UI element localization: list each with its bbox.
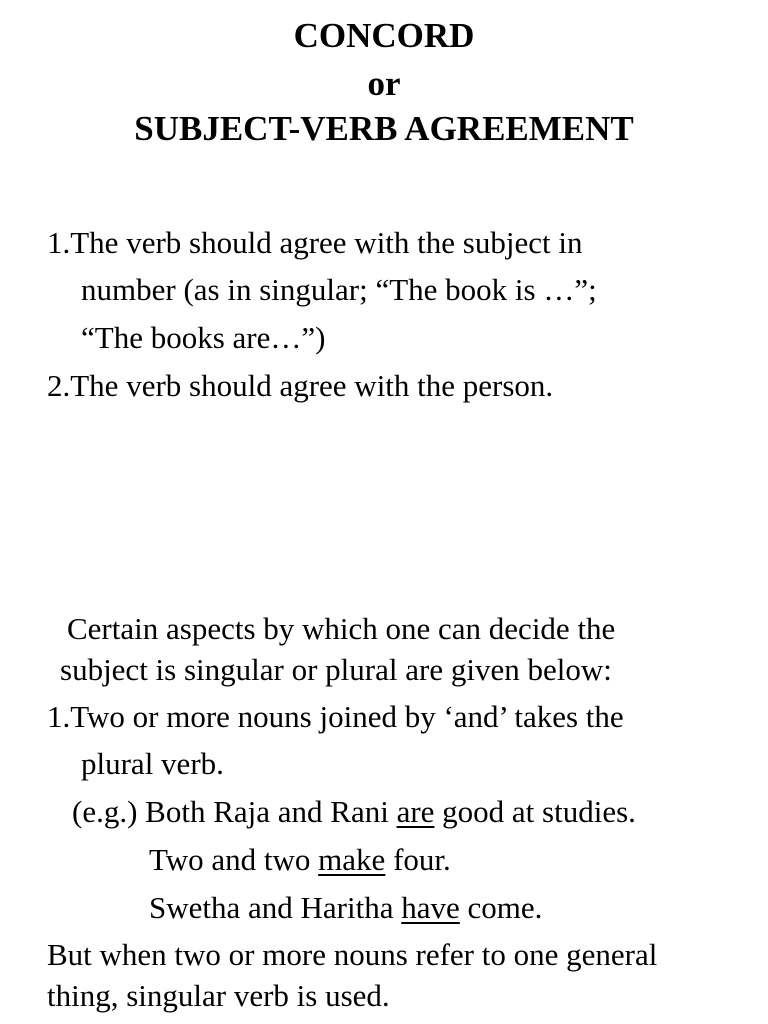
example-3-verb: have — [401, 890, 460, 925]
aspect-1-line-2: plural verb. — [81, 746, 224, 781]
example-2-suffix: four. — [385, 842, 451, 877]
aspects-intro-line-2: subject is singular or plural are given below: — [60, 652, 612, 687]
title-or: or — [367, 64, 401, 103]
note-line-2: thing, singular verb is used. — [47, 978, 390, 1013]
example-2-verb: make — [318, 842, 386, 877]
rule-1-line-2: number (as in singular; “The book is …”; — [81, 272, 597, 307]
example-1-verb: are — [396, 794, 435, 829]
title-subject-verb-agreement: SUBJECT-VERB AGREEMENT — [134, 109, 634, 148]
aspects-intro-line-1: Certain aspects by which one can decide the — [67, 611, 616, 646]
example-1 — [72, 794, 636, 830]
example-3-suffix: come. — [459, 890, 543, 925]
rule-1-line-3: “The books are…”) — [81, 320, 326, 355]
example-1-suffix: good at studies. — [434, 794, 636, 829]
example-2 — [149, 842, 451, 878]
rule-1-line-1: 1.The verb should agree with the subject in — [47, 225, 583, 260]
example-1-prefix: (e.g.) Both Raja and Rani — [72, 794, 397, 829]
example-2-prefix: Two and two — [149, 842, 319, 877]
note-line-1: But when two or more nouns refer to one general — [47, 937, 658, 972]
rule-2-line-1: 2.The verb should agree with the person. — [47, 368, 554, 403]
title-concord: CONCORD — [293, 16, 475, 55]
example-3-prefix: Swetha and Haritha — [149, 890, 402, 925]
aspect-1-line-1: 1.Two or more nouns joined by ‘and’ takes the — [47, 699, 624, 734]
example-3 — [149, 890, 542, 926]
